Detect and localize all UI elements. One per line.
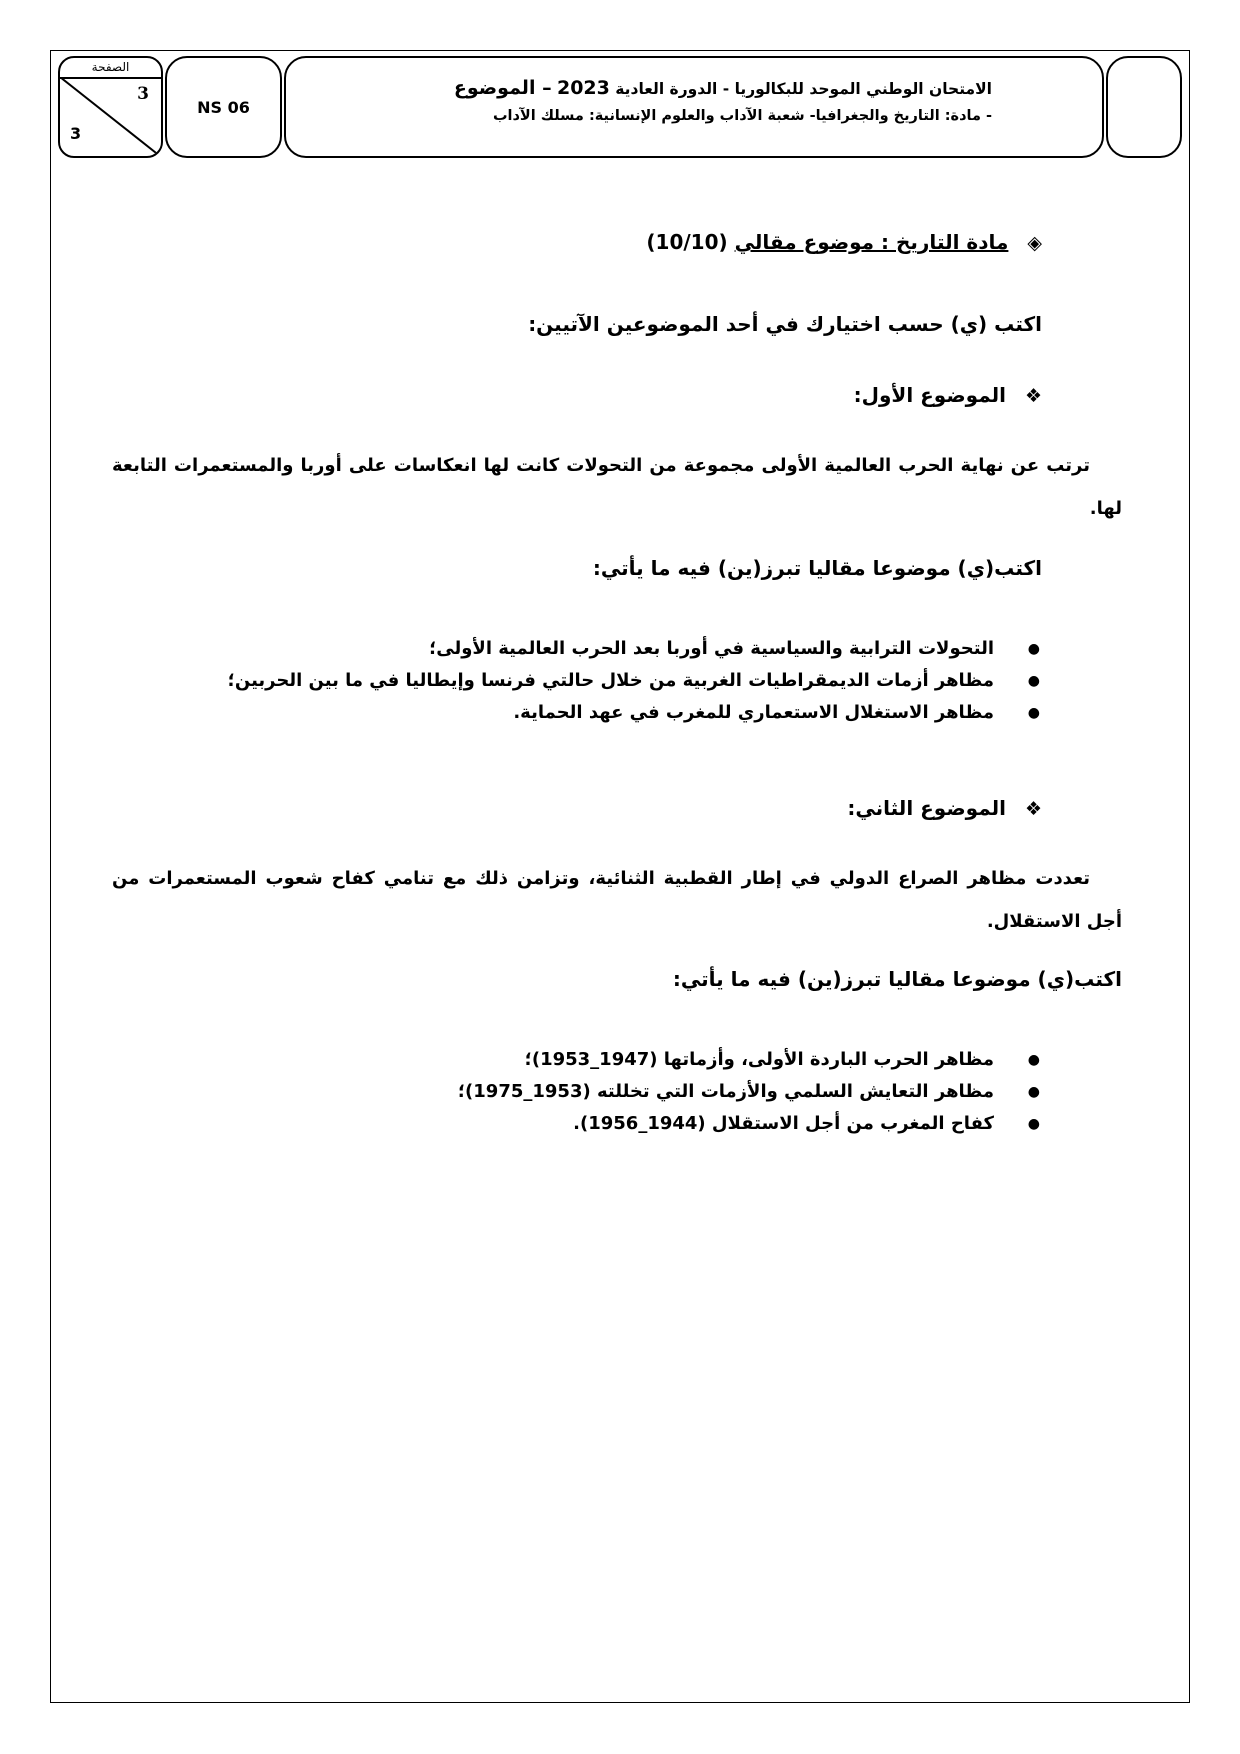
blank-corner-box (1106, 56, 1182, 158)
page-label: الصفحة (60, 58, 161, 79)
list-item: ● مظاهر أزمات الديمقراطيات الغربية من خلال حالتي فرنسا وإيطاليا في ما بين الحربين؛ (228, 665, 1042, 697)
fleuron-icon: ❖ (1024, 385, 1042, 407)
page-current: 3 (137, 84, 149, 104)
list-item: ● مظاهر التعايش السلمي والأزمات التي تخللته (1953_1975)؛ (458, 1076, 1042, 1108)
diamond-icon: ◈ (1027, 232, 1042, 254)
title-prefix: الامتحان الوطني الموحد للبكالوريا - الدورة العادية (615, 80, 992, 98)
title-year: 2023 (556, 77, 610, 99)
topic1-write-prompt: اكتب(ي) موضوعا مقاليا تبرز(ين) فيه ما يأتي: (592, 556, 1042, 580)
topic1-heading (854, 383, 1042, 407)
instruction: اكتب (ي) حسب اختيارك في أحد الموضوعين الآتيين: (528, 312, 1042, 336)
title-suffix: – الموضوع (453, 77, 552, 99)
topic2-title: الموضوع الثاني: (847, 796, 1006, 820)
page-total: 3 (70, 124, 82, 143)
topic2-list (458, 1044, 1042, 1140)
page-number-box (58, 56, 163, 158)
list-item: ● التحولات الترابية والسياسية في أوربا بعد الحرب العالمية الأولى؛ (228, 633, 1042, 665)
list-item: ● مظاهر الاستغلال الاستعماري للمغرب في عهد الحماية. (228, 697, 1042, 729)
exam-code: NS 06 (197, 98, 250, 117)
topic2-paragraph: تعددت مظاهر الصراع الدولي في إطار القطبية الثنائية، وتزامن ذلك مع تنامي كفاح شعوب المستعمرات من أجل الاستقلال. (112, 868, 1122, 932)
exam-title-line2: - مادة: التاريخ والجغرافيا- شعبة الآداب والعلوم الإنسانية: مسلك الآداب (492, 108, 992, 124)
exam-code-box (165, 56, 282, 158)
subject-title: مادة التاريخ : موضوع مقالي (734, 230, 1009, 254)
topic2-heading (847, 796, 1042, 820)
topic2-write-prompt: اكتب(ي) موضوعا مقاليا تبرز(ين) فيه ما يأتي: (672, 967, 1122, 991)
subject-score: (10/10) (646, 230, 728, 254)
topic1-title: الموضوع الأول: (853, 383, 1006, 407)
fleuron-icon: ❖ (1024, 798, 1042, 820)
subject-heading (646, 230, 1042, 254)
topic1-paragraph: ترتب عن نهاية الحرب العالمية الأولى مجموعة من التحولات كانت لها انعكاسات على أوربا والمستعمرات التابعة لها. (112, 455, 1122, 519)
list-item: ● مظاهر الحرب الباردة الأولى، وأزماتها (1947_1953)؛ (458, 1044, 1042, 1076)
exam-title-line1 (454, 77, 992, 99)
topic1-list (228, 633, 1042, 729)
exam-title-box (284, 56, 1104, 158)
list-item: ● كفاح المغرب من أجل الاستقلال (1944_1956). (458, 1108, 1042, 1140)
